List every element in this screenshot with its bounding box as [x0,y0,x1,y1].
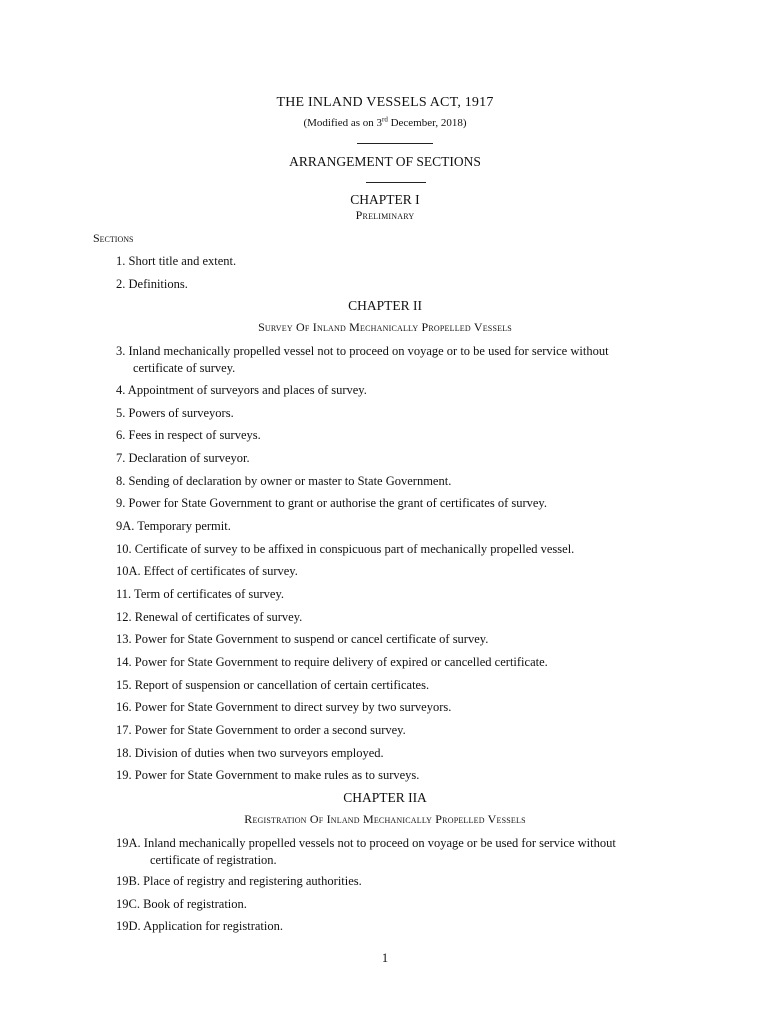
modified-date-ordinal: rd [382,115,388,124]
section-text: 12. Renewal of certificates of survey. [116,610,303,624]
section-text: 11. Term of certificates of survey. [116,587,285,601]
document-title: THE INLAND VESSELS ACT, 1917 [276,95,494,110]
section-item [116,835,706,869]
section-text: 5. Powers of surveyors. [116,406,234,420]
section-item [116,767,706,784]
section-text: 16. Power for State Government to direct survey by two surveyors. [116,700,452,714]
section-item [116,253,706,270]
page-number: 1 [381,951,389,965]
section-text: 19C. Book of registration. [116,897,247,911]
section-text: 6. Fees in respect of surveys. [116,428,261,442]
section-item [116,896,706,913]
section-item [116,563,706,580]
section-text: 3. Inland mechanically propelled vessel not to proceed on voyage or to be used for service without [116,344,609,358]
chapter-subheading: Preliminary [355,208,415,222]
section-text: 15. Report of suspension or cancellation of certain certificates. [116,678,430,692]
section-text: 19. Power for State Government to make rules as to surveys. [116,768,420,782]
section-text: 7. Declaration of surveyor. [116,451,250,465]
chapter-subheading: Survey Of Inland Mechanically Propelled Vessels [258,320,512,334]
section-item [116,586,706,603]
divider-rule [366,182,426,183]
section-item [116,745,706,762]
section-item [116,495,706,512]
section-text-continued: certificate of registration. [150,853,277,867]
section-text-continued: certificate of survey. [133,361,236,375]
section-item [116,654,706,671]
section-text: 18. Division of duties when two surveyors employed. [116,746,384,760]
section-text: 9A. Temporary permit. [116,519,231,533]
section-text: 17. Power for State Government to order a second survey. [116,723,406,737]
section-item [116,473,706,490]
section-item [116,541,706,558]
section-item [116,276,706,293]
section-text: 9. Power for State Government to grant or authorise the grant of certificates of survey. [116,496,547,510]
sections-label: Sections [93,231,134,245]
section-item [116,609,706,626]
section-item [116,699,706,716]
section-text: 19B. Place of registry and registering authorities. [116,874,362,888]
section-text: 14. Power for State Government to require delivery of expired or cancelled certificate. [116,655,548,669]
divider-rule [357,143,433,144]
section-text: 19D. Application for registration. [116,919,283,933]
section-item [116,427,706,444]
section-item [116,405,706,422]
section-text: 2. Definitions. [116,277,188,291]
modified-date-suffix: December, 2018) [387,117,467,129]
section-item [116,873,706,890]
modified-date [0,117,770,129]
arrangement-heading: ARRANGEMENT OF SECTIONS [289,154,481,169]
chapter-heading: CHAPTER II [348,298,422,313]
chapter-subheading: Registration Of Inland Mechanically Propelled Vessels [244,812,526,826]
section-text: 8. Sending of declaration by owner or master to State Government. [116,474,452,488]
section-text: 1. Short title and extent. [116,254,237,268]
chapter-heading: CHAPTER IIA [343,790,427,805]
section-text: 13. Power for State Government to suspend or cancel certificate of survey. [116,632,489,646]
section-text: 10. Certificate of survey to be affixed in conspicuous part of mechanically propelled vessel. [116,542,575,556]
section-item [116,450,706,467]
section-item [116,677,706,694]
section-item [116,918,706,935]
section-item [116,722,706,739]
section-text: 19A. Inland mechanically propelled vessels not to proceed on voyage or be used for service without [116,836,616,850]
section-item [116,382,706,399]
section-item [116,343,706,377]
section-text: 4. Appointment of surveyors and places of survey. [116,383,367,397]
chapter-heading: CHAPTER I [350,192,420,207]
modified-date-prefix: (Modified as on 3 [303,117,382,129]
section-item [116,518,706,535]
section-item [116,631,706,648]
section-text: 10A. Effect of certificates of survey. [116,564,298,578]
